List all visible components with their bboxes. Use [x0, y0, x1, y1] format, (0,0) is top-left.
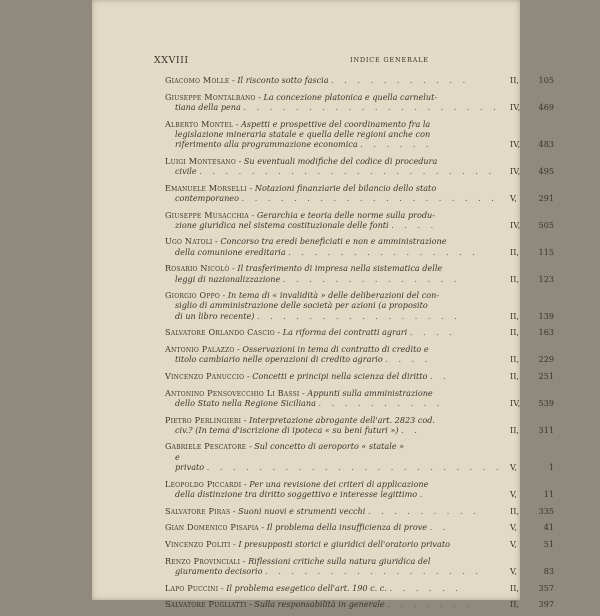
entry-page: 397 — [538, 599, 554, 610]
entry-title: giuramento decisorio — [175, 565, 263, 576]
entry-page: 483 — [538, 139, 554, 150]
leader-dots: . . . . . . . — [387, 599, 473, 610]
entry-title: Il problema esegetico dell'art. 190 c. c. — [226, 582, 387, 593]
entry-author: Antonino Pensovecchio Li Bassi — [165, 387, 300, 398]
entry-title: zione giuridica nel sistema costituzionale delle fonti — [175, 219, 389, 230]
index-entry — [165, 290, 554, 321]
entry-line: Rosario Nicolò - Il trasferimento di impresa nella sistematica delle — [165, 263, 443, 274]
entry-page: 229 — [538, 354, 554, 365]
entry-title: Suoni nuovi e strumenti vecchi — [238, 505, 366, 516]
entry-reference — [510, 398, 554, 408]
entry-title: La riforma dei contratti agrari — [282, 327, 408, 338]
entry-reference — [510, 522, 554, 532]
entry-reference — [510, 539, 554, 549]
entry-line: Alberto Montel - Aspetti e prospettive del coordinamento fra la — [165, 118, 431, 129]
entry-page: 139 — [538, 310, 554, 321]
entry-title: La concezione platonica e quella carnelut- — [263, 91, 438, 102]
index-entry — [165, 344, 554, 364]
leader-dots: . . . . . . . . . — [367, 505, 480, 516]
entry-author: Giuseppe Musacchia — [165, 209, 249, 220]
leader-dots: . . . . . . . . . . . — [331, 75, 470, 85]
entry-volume: IV, — [510, 165, 521, 176]
leader-dots: . . . . . . . . . . . . . . . — [288, 246, 479, 257]
leader-dots: . . . . — [385, 354, 432, 365]
entry-reference — [510, 583, 554, 593]
entry-line — [165, 566, 554, 576]
entry-line: Gabriele Pescatore - Sul concetto di aeroporto « statale » — [165, 441, 405, 452]
entry-title: siglio di amministrazione delle società per azioni (a proposito — [175, 300, 428, 311]
entry-title: Su eventuali modifiche del codice di procedura — [243, 155, 438, 166]
entry-volume: II, — [510, 424, 519, 435]
entry-title: Appunti sulla amministrazione — [307, 387, 433, 398]
entry-line — [165, 220, 554, 230]
entry-reference — [510, 462, 554, 472]
entry-volume: IV, — [510, 139, 521, 150]
entry-author: Giorgio Oppo — [165, 290, 220, 301]
entry-author: Salvatore Pugliatti — [165, 599, 247, 610]
leader-dots: . . . . . . . . . . . . . . . . . . . . . . . — [206, 461, 503, 472]
entry-reference — [510, 102, 554, 112]
leader-dots: . . . . . . . . . . . . . . . . . . . . . . . — [199, 165, 496, 176]
entry-author: Alberto Montel — [165, 118, 234, 129]
index-entry — [165, 599, 554, 609]
entry-volume: II, — [510, 370, 519, 381]
index-entry — [165, 506, 554, 516]
entry-reference — [510, 354, 554, 364]
entry-reference — [510, 599, 554, 609]
book-page — [92, 0, 554, 610]
entry-title: Interpretazione abrogante dell'art. 2823 cod. — [249, 414, 435, 425]
index-entry — [165, 583, 554, 593]
leader-dots: . . . . — [391, 219, 438, 230]
entry-volume: IV, — [510, 397, 521, 408]
entry-volume: V, — [510, 538, 518, 549]
entry-title: Riflessioni critiche sulla natura giuridica del — [248, 555, 431, 566]
entry-author: Gabriele Pescatore — [165, 441, 247, 452]
leader-dots: . . . . . . — [360, 139, 433, 150]
entry-reference — [510, 247, 554, 257]
entry-title: Osservazioni in tema di contratto di credito e — [242, 344, 429, 355]
entry-page: 311 — [538, 424, 554, 435]
index-entry — [165, 441, 554, 472]
entry-volume: V, — [510, 522, 518, 533]
entry-title: della distinzione tra diritto soggettivo e interesse legittimo — [175, 488, 418, 499]
index-entry — [165, 236, 554, 256]
index-entry — [165, 371, 554, 381]
entry-page: 11 — [543, 488, 554, 499]
index-entry — [165, 388, 554, 408]
leader-dots: . . . . . . . . . . — [318, 397, 444, 408]
entry-volume: V, — [510, 192, 518, 203]
index-entry — [165, 556, 554, 576]
leader-dots: . — [419, 488, 427, 499]
entry-line: Giacomo Molle - Il risconto sotto fascia . . . . . . . . . . . — [165, 75, 470, 85]
entry-page: 505 — [538, 219, 554, 230]
entry-line — [165, 274, 554, 284]
entry-reference — [510, 311, 554, 321]
entry-author: Leopoldo Piccardi — [165, 478, 242, 489]
entry-line — [165, 311, 554, 321]
entry-line: Salvatore Pugliatti - Sulla responsabilità in generale . . . . . . . — [165, 599, 473, 610]
entry-volume: V, — [510, 565, 518, 576]
entry-author: Salvatore Orlando Cascio — [165, 327, 275, 338]
entry-line — [165, 166, 554, 176]
index-entry — [165, 263, 554, 283]
entry-title: Il problema della insufficienza di prove — [266, 522, 428, 533]
entry-page: 469 — [538, 101, 554, 112]
entry-author: Rosario Nicolò — [165, 263, 230, 274]
entry-line: Gian Domenico Pisapia - Il problema della insufficienza di prove . . — [165, 522, 450, 533]
entry-author: Pietro Perlingieri — [165, 414, 242, 425]
running-head — [154, 55, 552, 69]
entry-line: Giuseppe Montalbano - La concezione platonica e quella carnelut- — [165, 91, 438, 102]
entry-title: Notazioni finanziarie del bilancio dello stato — [254, 182, 437, 193]
entry-line — [165, 129, 554, 139]
leader-dots: . . . . . . . . . . . . . . — [282, 273, 461, 284]
entry-line: Salvatore Orlando Cascio - La riforma dei contratti agrari . . . . — [165, 327, 456, 338]
entry-title: della comunione ereditaria — [175, 246, 286, 257]
entry-line — [165, 425, 554, 435]
entry-line: Pietro Perlingieri - Interpretazione abrogante dell'art. 2823 cod. — [165, 414, 435, 425]
entry-volume: IV, — [510, 219, 521, 230]
entry-reference — [510, 193, 554, 203]
entry-page: 51 — [543, 538, 554, 549]
entry-volume: V, — [510, 461, 518, 472]
entry-title: di un libro recente) — [175, 310, 255, 321]
entry-line — [165, 300, 554, 310]
entry-line: Giorgio Oppo - In tema di « invalidità » delle deliberazioni del con- — [165, 290, 440, 301]
entry-volume: II, — [510, 505, 519, 516]
entry-title: leggi di nazionalizzazione — [175, 273, 281, 284]
entry-author: Lapo Puccini — [165, 582, 219, 593]
leader-dots: . . — [429, 522, 450, 533]
entry-author: Vincenzo Politi — [165, 538, 231, 549]
entry-page: 539 — [538, 397, 554, 408]
entry-author: Gian Domenico Pisapia — [165, 522, 259, 533]
entry-volume: II, — [510, 246, 519, 257]
entry-page: 1 — [548, 461, 554, 472]
entry-line — [165, 139, 554, 149]
index-entry — [165, 522, 554, 532]
entry-title: Concorso tra eredi beneficiati e non e amministrazione — [220, 236, 447, 247]
entry-reference — [510, 425, 554, 435]
entry-line — [165, 398, 554, 408]
entry-line: Emanuele Morselli - Notazioni finanziarie del bilancio dello stato — [165, 182, 437, 193]
entry-line: Luigi Montesano - Su eventuali modifiche del codice di procedura — [165, 155, 438, 166]
entry-line: Salvatore Piras - Suoni nuovi e strumenti vecchi . . . . . . . . . — [165, 505, 480, 516]
entry-title: civ.? (In tema d'iscrizione di ipoteca « su beni futuri ») — [175, 424, 399, 435]
entry-page: 83 — [543, 565, 554, 576]
leader-dots: . . . . . . . . . . . . . . . . . — [265, 565, 482, 576]
entry-page: 41 — [543, 522, 554, 533]
entry-volume: II, — [510, 354, 519, 365]
entry-title: Gerarchia e teoria delle norme sulla produ- — [256, 209, 435, 220]
entry-reference — [510, 139, 554, 149]
entry-author: Renzo Provinciali — [165, 555, 241, 566]
entry-reference — [510, 566, 554, 576]
entry-line — [165, 354, 554, 364]
entry-page: 105 — [538, 75, 554, 85]
entry-title: contemporaneo — [175, 192, 239, 203]
entry-author: Emanuele Morselli — [165, 182, 247, 193]
entry-volume: II, — [510, 273, 519, 284]
entry-volume: II, — [510, 75, 519, 85]
entry-title: Il risconto sotto fascia — [237, 75, 329, 85]
entry-line — [165, 452, 554, 462]
entry-line: Vincenzo Politi - I presupposti storici e giuridici dell'oratorio privato — [165, 538, 450, 549]
entry-page: 163 — [538, 327, 554, 338]
entry-title: tiana della pena — [175, 101, 241, 112]
entry-line — [165, 193, 554, 203]
entry-title: e — [175, 451, 180, 462]
leader-dots: . . . . — [409, 327, 456, 338]
entry-volume: V, — [510, 488, 518, 499]
entry-title: Sulla responsabilità in generale — [254, 599, 385, 610]
entry-author: Giuseppe Montalbano — [165, 91, 256, 102]
entry-line: Lapo Puccini - Il problema esegetico dell'art. 190 c. c. . . . . . . — [165, 582, 462, 593]
entry-title: legislazione mineraria statale e quella delle regioni anche con — [175, 128, 431, 139]
leader-dots: . . . . . . — [389, 582, 462, 593]
leader-dots: . . — [429, 370, 450, 381]
entry-reference — [510, 371, 554, 381]
entry-author: Ugo Natoli — [165, 236, 213, 247]
entry-line: Renzo Provinciali - Riflessioni critiche sulla natura giuridica del — [165, 555, 431, 566]
entry-reference — [510, 220, 554, 230]
entry-page: 123 — [538, 273, 554, 284]
entry-title: Sul concetto di aeroporto « statale » — [254, 441, 405, 452]
index-entry — [165, 92, 554, 112]
index-entry — [165, 156, 554, 176]
entry-title: Aspetti e prospettive del coordinamento fra la — [241, 118, 431, 129]
leader-dots: . . . . . . . . . . . . . . . . — [257, 310, 461, 321]
entry-title: civile — [175, 165, 197, 176]
entry-page: 495 — [538, 165, 554, 176]
index-entry — [165, 119, 554, 150]
entry-reference — [510, 506, 554, 516]
entry-title: Il trasferimento di impresa nella sistematica delle — [237, 263, 443, 274]
entry-volume: IV, — [510, 101, 521, 112]
entry-title: I presupposti storici e giuridici dell'oratorio privato — [238, 538, 450, 549]
entry-volume: II, — [510, 327, 519, 338]
entry-author: Giacomo Molle — [165, 75, 230, 85]
entry-page: 291 — [538, 192, 554, 203]
entry-volume: II, — [510, 310, 519, 321]
entry-title: riferimento alla programmazione economica — [175, 139, 358, 150]
entry-author: Vincenzo Panuccio — [165, 370, 245, 381]
entry-title: Concetti e principi nella scienza del diritto — [252, 370, 428, 381]
entry-page: 357 — [538, 582, 554, 593]
entry-reference — [510, 166, 554, 176]
entry-title: privato — [175, 461, 205, 472]
entry-line — [165, 247, 554, 257]
entry-volume: II, — [510, 582, 519, 593]
page-folio: XXVIII — [154, 55, 189, 66]
entry-title: In tema di « invalidità » delle deliberazioni del con- — [227, 290, 440, 301]
entry-reference — [510, 489, 554, 499]
entry-page: 251 — [538, 370, 554, 381]
entry-page: 335 — [538, 505, 554, 516]
entry-line — [165, 102, 554, 112]
entry-title: Per una revisione dei criteri di applicazione — [249, 478, 429, 489]
entry-line: Antonino Pensovecchio Li Bassi - Appunti sulla amministrazione — [165, 387, 433, 398]
index-entry — [165, 479, 554, 499]
entry-author: Luigi Montesano — [165, 155, 236, 166]
entry-author: Antonio Palazzo — [165, 344, 235, 355]
index-entry — [165, 327, 554, 337]
entry-line: Giuseppe Musacchia - Gerarchia e teoria delle norme sulla produ- — [165, 209, 435, 220]
entry-volume: II, — [510, 599, 519, 610]
entry-page: 115 — [538, 246, 554, 257]
index-entry — [165, 415, 554, 435]
leader-dots: . . . . . . . . . . . . . . . . . . . . — [241, 192, 498, 203]
entry-line — [165, 489, 554, 499]
running-title: INDICE GENERALE — [350, 56, 429, 64]
entry-line: Leopoldo Piccardi - Per una revisione dei criteri di applicazione — [165, 478, 429, 489]
index-entry — [165, 183, 554, 203]
index-entry — [165, 210, 554, 230]
leader-dots: . . . . . . . . . . . . . . . . . . . . — [243, 101, 500, 112]
index-entry — [165, 539, 554, 549]
entry-line: Vincenzo Panuccio - Concetti e principi nella scienza del diritto . . — [165, 370, 450, 381]
entry-reference — [510, 75, 554, 85]
entry-line — [165, 462, 554, 472]
entry-author: Salvatore Piras — [165, 505, 231, 516]
leader-dots: . . — [401, 424, 421, 435]
entry-reference — [510, 274, 554, 284]
entry-title: dello Stato nella Regione Siciliana — [175, 397, 316, 408]
entry-line: Antonio Palazzo - Osservazioni in tema di contratto di credito e — [165, 344, 429, 355]
entry-line: Ugo Natoli - Concorso tra eredi beneficiati e non e amministrazione — [165, 236, 447, 247]
entry-title: titolo cambiario nelle operazioni di credito agrario — [175, 354, 383, 365]
index-entry — [165, 75, 554, 85]
index-entries — [165, 75, 554, 616]
entry-reference — [510, 327, 554, 337]
